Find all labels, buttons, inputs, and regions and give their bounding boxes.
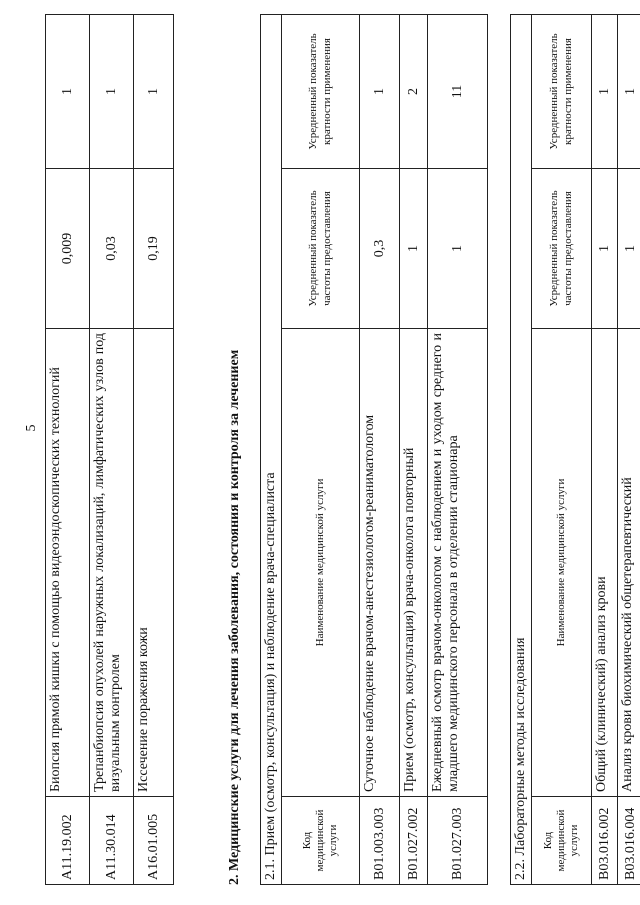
service-name: Биопсия прямой кишки с помощью видеоэндоскопических технологий	[46, 329, 90, 797]
service-multiplicity: 1	[134, 15, 174, 169]
service-frequency: 0,03	[90, 169, 134, 329]
table-caption: 2.2. Лабораторные методы исследования	[511, 14, 532, 884]
table-header-row	[532, 14, 592, 884]
section-title: 2. Медицинские услуги для лечения заболевания, состояния и контроля за лечением	[227, 349, 242, 885]
table-row	[360, 14, 400, 884]
service-frequency: 1	[618, 169, 640, 329]
service-frequency: 0,19	[134, 169, 174, 329]
service-multiplicity: 1	[592, 14, 618, 168]
service-code: В01.027.002	[400, 797, 428, 885]
service-frequency: 1	[400, 169, 428, 329]
table-header-row	[282, 14, 360, 884]
service-frequency: 1	[428, 169, 488, 329]
service-frequency: 0,3	[360, 169, 400, 329]
header-multiplicity: Усредненный показатель кратности применения	[282, 14, 360, 168]
service-frequency: 1	[592, 169, 618, 329]
service-code: А11.19.002	[46, 797, 90, 885]
header-multiplicity: Усредненный показатель кратности применения	[532, 14, 592, 168]
table-caption: 2.1. Прием (осмотр, консультация) и наблюдение врача-специалиста	[261, 14, 282, 884]
service-name: Ежедневный осмотр врачом-онкологом с наблюдением и уходом среднего и младшего медицинского персонала в отделении стационара	[428, 329, 488, 797]
service-code: В01.003.003	[360, 797, 400, 885]
header-frequency: Усредненный показатель частоты предоставления	[532, 169, 592, 329]
service-name: Трепанбиопсия опухолей наружных локализаций, лимфатических узлов под визуальным контролем	[90, 329, 134, 797]
service-multiplicity: 1	[360, 14, 400, 168]
page-number: 5	[24, 424, 39, 432]
table-caption-row	[261, 14, 282, 884]
table-row	[400, 14, 428, 884]
table-services-continued	[45, 14, 174, 885]
service-name: Иссечение поражения кожи	[134, 329, 174, 797]
rotated-page-content	[45, 15, 638, 885]
service-code: А11.30.014	[90, 797, 134, 885]
header-name: Наименование медицинской услуги	[532, 329, 592, 797]
table-row	[428, 14, 488, 884]
table-row	[90, 15, 134, 885]
service-name: Прием (осмотр, консультация) врача-онколога повторный	[400, 329, 428, 797]
header-code: Код медицинской услуги	[282, 797, 360, 885]
service-code: В03.016.004	[618, 797, 640, 885]
table-consultations	[260, 14, 488, 885]
service-multiplicity: 1	[90, 15, 134, 169]
table-lab-methods	[510, 14, 640, 885]
header-frequency: Усредненный показатель частоты предоставления	[282, 169, 360, 329]
service-code: А16.01.005	[134, 797, 174, 885]
service-code: В01.027.003	[428, 797, 488, 885]
table-row	[134, 15, 174, 885]
service-name: Суточное наблюдение врачом-анестезиологом-реаниматологом	[360, 329, 400, 797]
service-multiplicity: 11	[428, 14, 488, 168]
service-code: В03.016.002	[592, 797, 618, 885]
service-multiplicity: 2	[400, 14, 428, 168]
table-caption-row	[511, 14, 532, 884]
header-code: Код медицинской услуги	[532, 797, 592, 885]
service-frequency: 0,009	[46, 169, 90, 329]
table-row	[592, 14, 618, 884]
table-row	[618, 14, 640, 884]
service-multiplicity: 1	[46, 15, 90, 169]
table-row	[46, 15, 90, 885]
service-name: Анализ крови биохимический общетерапевтический	[618, 329, 640, 797]
header-name: Наименование медицинской услуги	[282, 329, 360, 797]
service-multiplicity: 1	[618, 14, 640, 168]
service-name: Общий (клинический) анализ крови	[592, 329, 618, 797]
